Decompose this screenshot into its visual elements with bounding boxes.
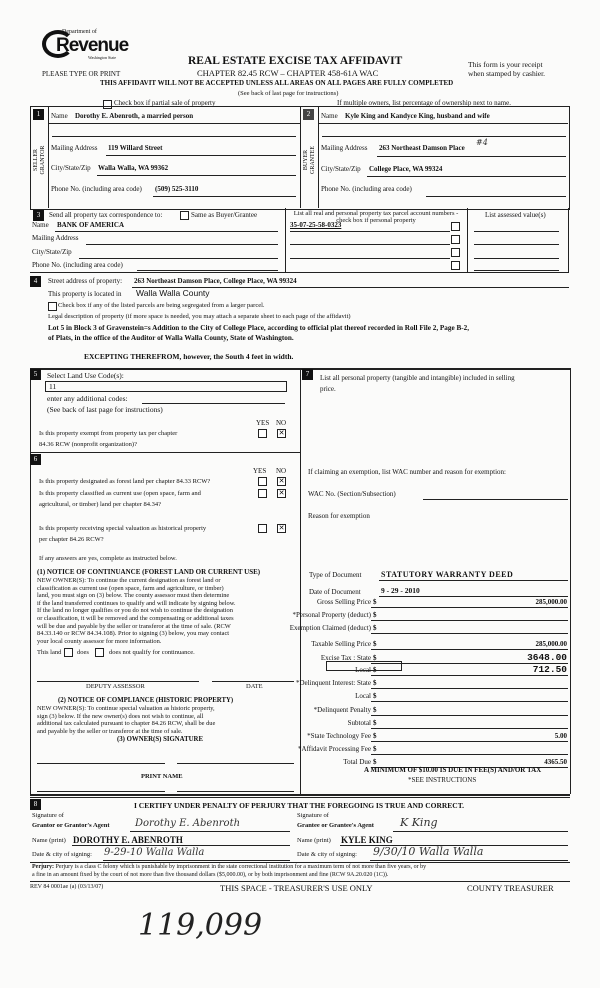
segregated-label: Check box if any of the listed parcels are being segregated from a larger parcel. — [58, 302, 265, 309]
exemption-label: If claiming an exemption, list WAC number and reason for exemption: — [308, 468, 506, 476]
notice-line: If the land no longer qualifies or you do not wish to continue the designation — [37, 607, 233, 615]
current-use-yes-checkbox[interactable] — [258, 489, 267, 498]
corr-phone-field[interactable] — [137, 270, 278, 271]
grantee-date-city[interactable]: 9/30/10 Walla Walla — [373, 845, 484, 858]
does-label: does — [77, 649, 89, 656]
s5-yes-header: YES — [256, 419, 270, 427]
notice-line: additional tax calculated pursuant to chapter 84.26 RCW, shall be due — [37, 720, 216, 728]
tax-row-label: *Personal Property (deduct) — [292, 611, 371, 619]
corr-city-label: City/State/Zip — [32, 248, 72, 256]
buyer-name-field[interactable]: Kyle King and Kandyce King, husband and wife — [345, 112, 490, 120]
tax-row-label: Subtotal — [347, 719, 371, 727]
tax-row-line — [371, 620, 568, 621]
personal-property-checkbox-1[interactable] — [451, 222, 460, 231]
segregated-checkbox[interactable] — [48, 302, 57, 311]
assessed-value-field-4[interactable] — [474, 270, 559, 271]
notice-line: NEW OWNER(S): To continue the current designation as forest land or — [37, 577, 221, 584]
tax-row-line — [371, 649, 568, 650]
tax-row-value[interactable]: 3648.00 — [527, 652, 567, 663]
notice-continuance-text — [37, 577, 236, 645]
nonprofit-question: Is this property exempt from property tax per chapter — [39, 430, 178, 437]
seller-city-field[interactable]: Walla Walla, WA 99362 — [98, 164, 169, 172]
nonprofit-no-checkbox[interactable]: ✕ — [278, 429, 285, 437]
tax-row-label: Local — [355, 666, 371, 674]
additional-codes-label: enter any additional codes: — [47, 394, 128, 403]
legal-excepting: EXCEPTING THEREFROM, however, the South 4 feet in width. — [84, 352, 294, 361]
located-in-label: This property is located in — [48, 290, 122, 298]
s6-no-header: NO — [276, 467, 287, 475]
corr-mail-label: Mailing Address — [32, 234, 79, 242]
multiple-owners-note: If multiple owners, list percentage of ownership next to name. — [337, 99, 511, 107]
section-8-number: 8 — [30, 799, 41, 810]
tax-row-label: Exemption Claimed (deduct) — [289, 624, 371, 632]
nonprofit-question-2: 84.36 RCW (nonprofit organization)? — [39, 441, 137, 448]
county-treasurer-label: COUNTY TREASURER — [467, 883, 554, 893]
wac-field[interactable] — [423, 499, 568, 500]
perjury-notice — [32, 864, 426, 870]
tax-row-label: *Affidavit Processing Fee — [298, 745, 371, 753]
tax-row-value[interactable]: 5.00 — [554, 732, 567, 740]
assessed-value-field-1[interactable] — [474, 231, 559, 232]
notice-compliance-text — [37, 705, 215, 735]
grantee-signature[interactable]: K King — [400, 816, 438, 829]
tax-row-line — [371, 715, 568, 716]
assessed-header: List assessed value(s) — [485, 211, 546, 219]
buyer-phone-field[interactable] — [426, 196, 566, 197]
same-as-buyer-label: Same as Buyer/Grantee — [191, 211, 258, 219]
grantor-date-city-label: Date & city of signing: — [32, 851, 92, 858]
seller-mail-field[interactable]: 119 Willard Street — [108, 144, 163, 152]
does-not-qualify-checkbox[interactable] — [95, 648, 104, 657]
tax-row-label: Excise Tax : State — [320, 654, 371, 662]
tax-row-value[interactable]: 712.50 — [532, 664, 567, 675]
notice-line: if the land transferred continues to qualify and will indicate by signing below. — [37, 599, 236, 607]
current-use-question: Is this property classified as current use (open space, farm and — [39, 490, 201, 497]
s5-no-header: NO — [276, 419, 287, 427]
grantor-sig-of: Signature of — [32, 812, 64, 819]
tax-row-line — [371, 754, 568, 755]
minimum-note: A MINIMUM OF $10.00 IS DUE IN FEE(S) AND/OR TAX — [364, 766, 542, 774]
grantee-agent-label: Grantee or Grantee's Agent — [297, 822, 374, 829]
tax-row-line — [371, 741, 568, 742]
notice-line: will be due and payable by the seller or transferor at the time of sale. (RCW — [37, 622, 231, 630]
please-type: PLEASE TYPE OR PRINT — [42, 70, 121, 78]
tax-row-label: Taxable Selling Price — [311, 640, 371, 648]
dollar-sign: $ — [373, 706, 377, 714]
notice-compliance-title: (2) NOTICE OF COMPLIANCE (HISTORIC PROPERTY) — [58, 697, 234, 704]
seller-phone-label: Phone No. (including area code) — [51, 185, 142, 193]
notice-line: or classification, it will be removed and the compensating or additional taxes — [37, 614, 234, 622]
does-qualify-checkbox[interactable] — [64, 648, 73, 657]
dollar-sign: $ — [373, 758, 377, 766]
seller-grantor-label: SELLER GRANTOR — [33, 145, 46, 175]
handwritten-stamp-number: 119,099 — [138, 908, 263, 943]
grantor-date-city[interactable]: 9-29-10 Walla Walla — [104, 847, 205, 858]
dollar-sign: $ — [373, 654, 377, 662]
historic-no-checkbox[interactable]: ✕ — [278, 524, 285, 532]
doc-type-field[interactable]: STATUTORY WARRANTY DEED — [381, 570, 514, 579]
see-back: (See back of last page for instructions) — [238, 90, 339, 97]
buyer-city-field[interactable]: College Place, WA 99324 — [369, 165, 443, 173]
owner-signature-title: (3) OWNER(S) SIGNATURE — [117, 736, 203, 743]
corr-name-label: Name — [32, 221, 49, 229]
grantor-agent-label: Grantor or Grantor's Agent — [32, 822, 110, 829]
dollar-sign: $ — [373, 640, 377, 648]
historic-yes-checkbox[interactable] — [258, 524, 267, 533]
buyer-mail-label: Mailing Address — [321, 144, 368, 152]
grantor-name-print[interactable]: DOROTHY E. ABENROTH — [73, 835, 183, 845]
seller-phone-field[interactable]: (509) 525-3110 — [155, 185, 199, 193]
grantee-date-city-label: Date & city of signing: — [297, 851, 357, 858]
tax-row-line — [371, 675, 568, 676]
send-correspondence-label: Send all property tax correspondence to: — [49, 211, 163, 219]
personal-property-label-2: price. — [320, 385, 336, 393]
section-5-number: 5 — [30, 369, 41, 380]
tax-row-line — [371, 728, 568, 729]
dollar-sign: $ — [373, 624, 377, 632]
tax-row-line — [371, 701, 568, 702]
dollar-sign: $ — [373, 679, 377, 687]
deputy-assessor-label: DEPUTY ASSESSOR — [86, 683, 145, 690]
tax-row-label: *Delinquent Interest: State — [295, 679, 371, 687]
assessor-date-line[interactable] — [212, 681, 294, 682]
buyer-mail-field[interactable]: 263 Northeast Damson Place — [379, 144, 465, 152]
corr-name-field[interactable]: BANK OF AMERICA — [57, 221, 125, 229]
affidavit-page: Department of Revenue Washington State PLEASE TYPE OR PRINT REAL ESTATE EXCISE TAX AFFIDAVIT CHAPTER 82.45 RCW – CHAPTER 458-61A WAC THIS AFFIDAVIT WILL NOT BE ACCEPTED UNLESS ALL AREAS ON ALL PAGES ARE FULLY COMPLETED (See back of last page for instructions) This form is your receipt when stamped by cashier. Check box if partial sale of property If multiple owners, list percentage of ownership next to name. 1 2 SELLER GRANTOR BUYER GRANTEE Name Dorothy E. Abenroth, a married person Mailing Address 119 Willard Street City/State/Zip Walla Walla, WA 99362 Phone No. (including area code) (509) 525-3110 Name Kyle King and Kandyce King, husband and wife Mailing Address 263 Northeast Damson Place #4 City/State/Zip College Place, WA 99324 Phone No. (including area code) 3 Send all property tax correspondence to: Same as Buyer/Grantee List all real and personal property tax parcel account numbers - check box if personal property List assessed value(s) Name BANK OF AMERICA Mailing Address City/State/Zip Phone No. (including area code) 35-07-25-58-0323 4 Street address of property: 263 Northeast Damson Place, College Place, WA 99324 This property is located in Walla Walla County Check box if any of the listed parcels are being segregated from a larger parcel. Legal description of property (if more space is needed, you may attach a separate sheet to each page of the affidavit) Lot 5 in Block 3 of Gravenstein=s Addition to the City of College Place, according to official plat thereof recorded in Roll File 2, Page B-2, of Plats, in the office of the Auditor of Walla Walla County, State of Washington. EXCEPTING THEREFROM, however, the South 4 feet in width. 5 Select Land Use Code(s): 11 enter any additional codes: (See back of last page for instructions) YES NO Is this property exempt from property tax per chapter 84.36 RCW (nonprofit organization)? ✕ 6 YES NO Is this property designated as forest land per chapter 84.33 RCW? ✕ Is this property classified as current use (open space, farm and agricultural, or timber) land per chapter 84.34? ✕ Is this property receiving special valuation as historical property per chapter 84.26 RCW? ✕ If any answers are yes, complete as instructed below. (1) NOTICE OF CONTINUANCE (FOREST LAND OR CURRENT USE) NEW OWNER(S): To continue the current designation as forest land or classification as current use (open space, farm and agriculture, or timber) land, you must sign on (3) below. The county assessor must then determine if the land transferred continues to qualify and will indicate by signing below. If the land no longer qualifies or you do not wish to continue the designation or classification, it will be removed and the compensating or additional taxes will be due and payable by the seller or transferor at the time of sale. (RCW 84.33.140 or RCW 84.34.108). Prior to signing (3) below, you may contact your local county assessor for more information. This land does does not qualify for continuance. DEPUTY ASSESSOR DATE (2) NOTICE OF COMPLIANCE (HISTORIC PROPERTY) NEW OWNER(S): To continue special valuation as historic property, sign (3) below. If the new owner(s) does not wish to continue, all additional tax calculated pursuant to chapter 84.26 RCW, shall be due and payable by the seller or transferor at the time of sale. (3) OWNER(S) SIGNATURE PRINT NAME 7 List all personal property (tangible and intangible) included in selling price. If claiming an exemption, list WAC number and reason for exemption: WAC No. (Section/Subsection) Reason for exemption Type of Document STATUTORY WARRANTY DEED Date of Document 9 - 29 - 2010 Gross Selling Price $ 285,000.00 *Personal Property (deduct) $ Exemption Claimed (deduct) $ Taxable Selling Price $ 285,000.00 Excise Tax : State $ 3648.00 Local $ 712.50 *Delinquent Interest: State $ Local $ *Delinquent Penalty $ Subtotal $ *State Technology Fee $ 5.00 *Affidavit Processing Fee $ Total Due $ 4365.50 A MINIMUM OF $10.00 IS DUE IN FEE(S) AND/OR TAX *SEE INSTRUCTIONS 8 I CERTIFY UNDER PENALTY OF PERJURY THAT THE FOREGOING IS TRUE AND CORRECT. Signature of Grantor or Grantor's Agent Dorothy E. Abenroth Name (print) DOROTHY E. ABENROTH Date & city of signing: 9-29-10 Walla Walla Signature of Grantee or Grantee's Agent K King Name (print) KYLE KING Date & city of signing: 9/30/10 Walla Walla Perjury: Perjury is a class C felony which is punishable by imprisonment in the state correctional institution for a maximum term of not more than five years, or by a fine in an amount fixed by the court of not more than five thousand dollars ($5,000.00), or by both imprisonment and fine (RCW 9A.20.020 (1C)). REV 84 0001ae (a) (03/13/07) THIS SPACE - TREASURER'S USE ONLY COUNTY TREASURER 119,099 — [0, 0, 600, 988]
tax-row-line — [371, 688, 568, 689]
see-instructions: *SEE INSTRUCTIONS — [408, 776, 477, 784]
forest-land-question: Is this property designated as forest land per chapter 84.33 RCW? — [39, 478, 211, 485]
does-not-label: does not qualify for continuance. — [109, 649, 195, 656]
buyer-name-label: Name — [321, 112, 338, 120]
current-use-question-2: agricultural, or timber) land per chapter 84.34? — [39, 501, 162, 508]
notice-line: classification as current use (open space, farm and agriculture, or timber) — [37, 584, 224, 592]
seller-mail-label: Mailing Address — [51, 144, 98, 152]
street-address-field[interactable]: 263 Northeast Damson Place, College Place, WA 99324 — [134, 277, 297, 285]
personal-property-checkbox-4[interactable] — [451, 261, 460, 270]
receipt-note-2: when stamped by cashier. — [468, 69, 546, 78]
notice-line: 84.33.140 or RCW 84.34.108). Prior to signing (3) below, you may contact — [37, 630, 230, 638]
grantor-signature[interactable]: Dorothy E. Abenroth — [135, 818, 241, 829]
grantee-name-print-label: Name (print) — [297, 837, 331, 844]
legal-description-line-2: of Plats, in the office of the Auditor of Walla Walla County, State of Washington. — [48, 334, 294, 342]
land-use-code-value: 11 — [49, 382, 57, 391]
parcel-number-field[interactable]: 35-07-25-58-0323 — [290, 221, 342, 229]
section-4-number: 4 — [30, 276, 41, 287]
notice-line: and payable by the seller or transferor at the time of sale. — [37, 727, 183, 735]
corr-city-field[interactable] — [79, 258, 278, 259]
local-rate-box[interactable] — [326, 661, 402, 671]
treasurer-use-label: THIS SPACE - TREASURER'S USE ONLY — [220, 883, 373, 893]
county-field[interactable]: Walla Walla County — [136, 288, 210, 298]
section-6-number: 6 — [30, 454, 41, 465]
notice-line: land, you must sign on (3) below. The county assessor must then determine — [37, 592, 230, 600]
dollar-sign: $ — [373, 692, 377, 700]
historic-question-2: per chapter 84.26 RCW? — [39, 536, 104, 543]
s6-yes-header: YES — [253, 467, 267, 475]
dollar-sign: $ — [373, 666, 377, 674]
personal-property-checkbox-3[interactable] — [451, 248, 460, 257]
warning: THIS AFFIDAVIT WILL NOT BE ACCEPTED UNLESS ALL AREAS ON ALL PAGES ARE FULLY COMPLETED — [100, 79, 454, 87]
buyer-unit-handwritten: #4 — [476, 138, 488, 147]
land-use-see-back: (See back of last page for instructions) — [47, 405, 163, 414]
tax-row-label: *Delinquent Penalty — [313, 706, 371, 714]
tax-row-label: Total Due — [343, 758, 371, 766]
corr-phone-label: Phone No. (including area code) — [32, 261, 123, 269]
tax-row-value[interactable]: 4365.50 — [544, 758, 567, 766]
this-land-label: This land — [37, 649, 62, 656]
owner-signature-line-2[interactable] — [177, 763, 294, 764]
personal-property-label: List all personal property (tangible and intangible) included in selling — [320, 374, 515, 382]
tax-row-line — [371, 607, 568, 608]
tax-row-label: *State Technology Fee — [307, 732, 371, 740]
tax-row-line — [371, 633, 568, 634]
dollar-sign: $ — [373, 732, 377, 740]
grantee-name-print[interactable]: KYLE KING — [341, 835, 393, 845]
parcel-header: List all real and personal property tax parcel account numbers - check box if personal property — [293, 210, 459, 224]
grantor-name-print-label: Name (print) — [32, 837, 66, 844]
owner-signature-line-1[interactable] — [37, 763, 165, 764]
dollar-sign: $ — [373, 611, 377, 619]
assessed-value-field-2[interactable] — [474, 244, 559, 245]
personal-property-checkbox-2[interactable] — [451, 235, 460, 244]
notice-continuance-title: (1) NOTICE OF CONTINUANCE (FOREST LAND OR CURRENT USE) — [37, 568, 261, 576]
print-name-label: PRINT NAME — [141, 773, 183, 780]
section-7-number: 7 — [302, 369, 313, 380]
buyer-phone-label: Phone No. (including area code) — [321, 185, 412, 193]
current-use-no-checkbox[interactable]: ✕ — [278, 489, 285, 497]
seller-city-label: City/State/Zip — [51, 164, 91, 172]
perjury-line-2: a fine in an amount fixed by the court of not more than five thousand dollars ($5,000.00), or by both imprisonment and fine (RCW 9A.20.020 (1C)). — [32, 872, 389, 878]
forest-no-checkbox[interactable]: ✕ — [278, 477, 285, 485]
deputy-assessor-signature-line[interactable] — [37, 681, 199, 682]
dollar-sign: $ — [373, 719, 377, 727]
print-name-line-1[interactable] — [37, 791, 165, 792]
legal-description-label: Legal description of property (if more space is needed, you may attach a separate sheet to each page of the affidavit) — [48, 313, 351, 320]
seller-name-label: Name — [51, 112, 68, 120]
notice-line: NEW OWNER(S): To continue special valuation as historic property, — [37, 705, 215, 712]
dollar-sign: $ — [373, 598, 377, 606]
land-use-label: Select Land Use Code(s): — [47, 371, 124, 380]
land-use-code-field[interactable] — [45, 381, 287, 392]
street-address-label: Street address of property: — [48, 277, 123, 285]
chapter: CHAPTER 82.45 RCW – CHAPTER 458-61A WAC — [197, 68, 379, 78]
form-revision: REV 84 0001ae (a) (03/13/07) — [30, 884, 104, 890]
buyer-grantee-label: BUYER GRANTEE — [303, 146, 316, 174]
tax-row-value[interactable]: 285,000.00 — [535, 598, 567, 606]
seller-name-field[interactable]: Dorothy E. Abenroth, a married person — [75, 112, 194, 120]
corr-mail-field[interactable] — [86, 244, 278, 245]
grantee-sig-of: Signature of — [297, 812, 329, 819]
tax-row-label: Gross Selling Price — [316, 598, 371, 606]
tax-row-label: Local — [355, 692, 371, 700]
doc-date-label: Date of Document — [309, 588, 361, 596]
section-1-number: 1 — [33, 109, 44, 120]
print-name-line-2[interactable] — [177, 791, 294, 792]
historic-question: Is this property receiving special valuation as historical property — [39, 525, 207, 532]
doc-date-field[interactable]: 9 - 29 - 2010 — [381, 586, 420, 595]
section-3-number: 3 — [33, 210, 44, 221]
nonprofit-yes-checkbox[interactable] — [258, 429, 267, 438]
reason-label: Reason for exemption — [308, 512, 370, 520]
receipt-note: This form is your receipt — [468, 60, 543, 69]
assessor-date-label: DATE — [246, 683, 263, 690]
wac-label: WAC No. (Section/Subsection) — [308, 490, 396, 498]
legal-description-line-1: Lot 5 in Block 3 of Gravenstein=s Addition to the City of College Place, according to official plat thereof recorded in Roll File 2, Page B-2, — [48, 324, 470, 332]
tax-row-value[interactable]: 285,000.00 — [535, 640, 567, 648]
buyer-city-label: City/State/Zip — [321, 165, 361, 173]
notice-line: your local county assessor for more information. — [37, 637, 162, 645]
dollar-sign: $ — [373, 745, 377, 753]
partial-sale-label: Check box if partial sale of property — [114, 99, 216, 107]
assessed-value-field-3[interactable] — [474, 258, 559, 259]
if-yes-note: If any answers are yes, complete as instructed below. — [39, 555, 177, 562]
notice-line: sign (3) below. If the new owner(s) does not wish to continue, all — [37, 712, 204, 720]
section-2-number: 2 — [303, 109, 314, 120]
perjury-label: Perjury: — [32, 864, 54, 870]
doc-type-label: Type of Document — [309, 571, 362, 579]
certify-statement: I CERTIFY UNDER PENALTY OF PERJURY THAT THE FOREGOING IS TRUE AND CORRECT. — [134, 801, 465, 810]
same-as-buyer-checkbox[interactable] — [180, 211, 189, 220]
additional-codes-field[interactable] — [142, 403, 285, 404]
form-title: REAL ESTATE EXCISE TAX AFFIDAVIT — [188, 55, 403, 67]
forest-yes-checkbox[interactable] — [258, 477, 267, 486]
perjury-line-1: Perjury is a class C felony which is punishable by imprisonment in the state correctional institution for a maximum term of not more than five years, or by — [55, 864, 427, 870]
